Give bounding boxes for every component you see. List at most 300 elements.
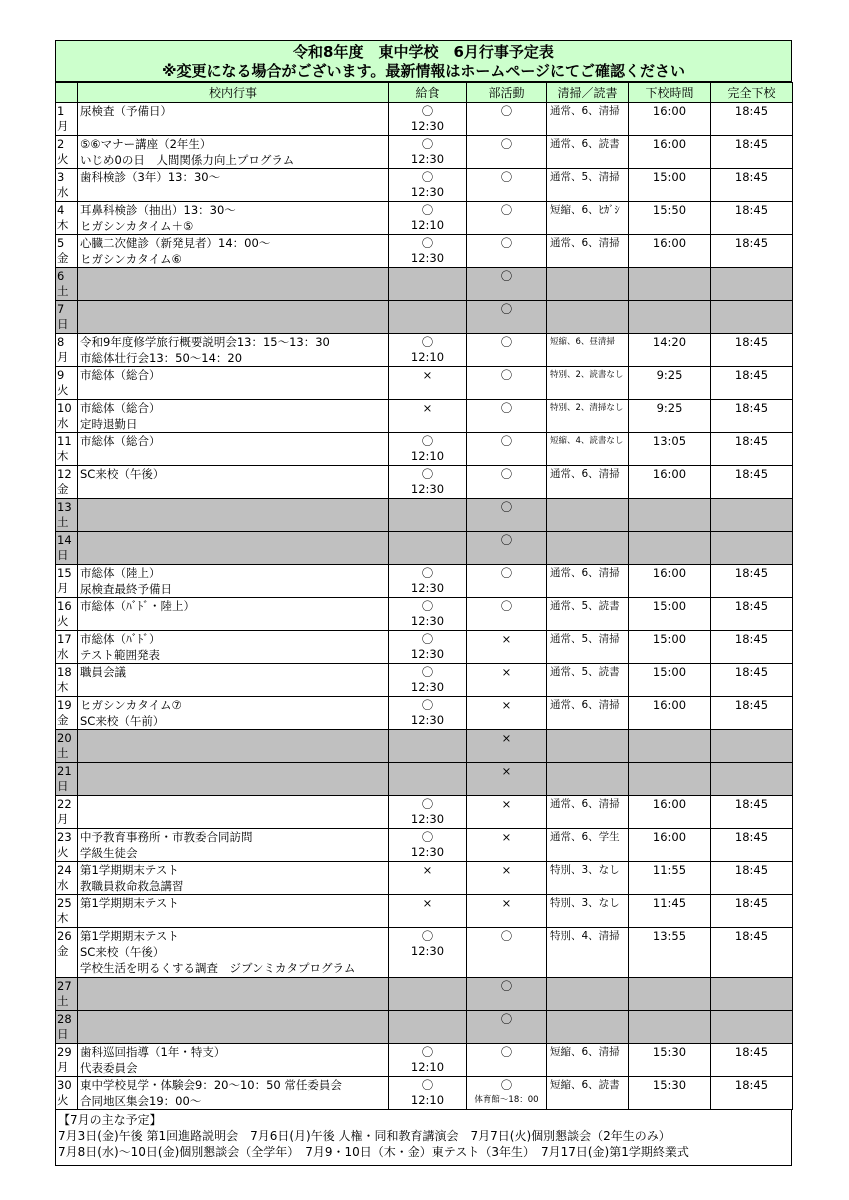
club-cell	[467, 400, 547, 433]
events-cell	[78, 136, 389, 169]
table-row	[56, 763, 793, 796]
table-row	[56, 235, 793, 268]
day-number: 16	[57, 599, 72, 613]
club-mark: ×	[501, 896, 512, 910]
cleaning-cell	[547, 598, 629, 631]
weekday: 日	[57, 1027, 69, 1041]
club-mark: ×	[501, 698, 512, 712]
lunch-cell	[389, 697, 467, 730]
table-row	[56, 631, 793, 664]
day-cell	[56, 928, 78, 978]
final-leave-time: 18:45	[734, 698, 769, 712]
title-banner	[55, 40, 792, 82]
lunch-time: 12:30	[410, 614, 445, 628]
club-cell	[467, 466, 547, 499]
event-text: テスト範囲発表	[80, 648, 161, 662]
lunch-cell	[389, 928, 467, 978]
table-row	[56, 268, 793, 301]
club-mark: 〇	[500, 467, 513, 481]
leave-time: 15:00	[652, 170, 687, 184]
weekday: 水	[57, 647, 69, 661]
header-day	[56, 83, 78, 103]
lunch-mark: 〇	[421, 137, 434, 151]
weekday: 月	[57, 1060, 69, 1074]
club-cell	[467, 895, 547, 928]
events-cell	[78, 1044, 389, 1077]
club-cell	[467, 136, 547, 169]
page-title: 令和8年度 東中学校 6月行事予定表	[293, 43, 554, 61]
leave-time-cell	[629, 895, 711, 928]
final-leave-cell	[711, 565, 793, 598]
club-mark: 〇	[500, 929, 513, 943]
lunch-time: 12:30	[410, 944, 445, 958]
day-number: 2	[57, 137, 65, 151]
lunch-mark: ×	[422, 863, 433, 877]
final-leave-cell	[711, 598, 793, 631]
lunch-mark: 〇	[421, 335, 434, 349]
cleaning-text: 短縮、6、昼清掃	[550, 337, 615, 347]
lunch-mark: ×	[422, 896, 433, 910]
final-leave-cell	[711, 136, 793, 169]
event-text: ヒガシンカタイム⑦	[80, 698, 182, 712]
final-leave-cell	[711, 532, 793, 565]
lunch-time: 12:30	[410, 119, 445, 133]
events-cell	[78, 466, 389, 499]
club-mark: ×	[501, 797, 512, 811]
cleaning-text: 特別、2、清掃なし	[550, 403, 624, 413]
events-cell	[78, 862, 389, 895]
weekday: 土	[57, 284, 69, 298]
club-mark: 〇	[500, 137, 513, 151]
events-cell	[78, 565, 389, 598]
club-cell	[467, 565, 547, 598]
schedule-body	[56, 103, 793, 1110]
club-mark: 〇	[500, 236, 513, 250]
event-text: 職員会議	[80, 665, 126, 679]
lunch-cell	[389, 466, 467, 499]
club-cell	[467, 532, 547, 565]
lunch-time: 12:30	[410, 812, 445, 826]
final-leave-cell	[711, 103, 793, 136]
leave-time: 11:45	[652, 896, 687, 910]
lunch-cell	[389, 763, 467, 796]
weekday: 月	[57, 350, 69, 364]
lunch-mark: 〇	[421, 929, 434, 943]
event-text: 尿検査（予備日）	[80, 104, 172, 118]
club-cell	[467, 301, 547, 334]
cleaning-text: 通常、5、読書	[550, 666, 620, 678]
cleaning-cell	[547, 895, 629, 928]
cleaning-text: 通常、6、清掃	[550, 237, 620, 249]
cleaning-cell	[547, 202, 629, 235]
table-row	[56, 1044, 793, 1077]
lunch-time: 12:30	[410, 581, 445, 595]
events-cell	[78, 532, 389, 565]
weekday: 水	[57, 878, 69, 892]
final-leave-cell	[711, 1077, 793, 1110]
cleaning-text: 通常、6、読書	[550, 138, 620, 150]
table-row	[56, 466, 793, 499]
club-cell	[467, 1077, 547, 1110]
weekday: 金	[57, 713, 69, 727]
table-row	[56, 169, 793, 202]
day-cell	[56, 895, 78, 928]
lunch-time: 12:30	[410, 713, 445, 727]
club-mark: ×	[501, 731, 512, 745]
events-cell	[78, 928, 389, 978]
events-cell	[78, 499, 389, 532]
day-cell	[56, 978, 78, 1011]
events-cell	[78, 301, 389, 334]
weekday: 日	[57, 779, 69, 793]
cleaning-cell	[547, 466, 629, 499]
table-row	[56, 664, 793, 697]
club-mark: 〇	[500, 401, 513, 415]
table-row	[56, 895, 793, 928]
club-mark: 〇	[500, 533, 513, 547]
cleaning-cell	[547, 532, 629, 565]
table-row	[56, 301, 793, 334]
cleaning-cell	[547, 829, 629, 862]
day-number: 28	[57, 1012, 72, 1026]
leave-time: 9:25	[656, 368, 683, 382]
lunch-time: 12:10	[410, 1093, 445, 1107]
club-mark: 〇	[500, 1045, 513, 1059]
final-leave-cell	[711, 928, 793, 978]
lunch-mark: 〇	[421, 566, 434, 580]
table-row	[56, 1011, 793, 1044]
final-leave-time: 18:45	[734, 632, 769, 646]
lunch-cell	[389, 202, 467, 235]
leave-time-cell	[629, 697, 711, 730]
leave-time-cell	[629, 400, 711, 433]
club-cell	[467, 730, 547, 763]
cleaning-text: 短縮、6、清掃	[550, 1046, 620, 1058]
leave-time: 15:30	[652, 1045, 687, 1059]
leave-time: 16:00	[652, 236, 687, 250]
club-cell	[467, 697, 547, 730]
day-number: 8	[57, 335, 65, 349]
cleaning-text: 特別、2、読書なし	[550, 370, 624, 380]
table-row	[56, 202, 793, 235]
event-text: ヒガシンカタイム⑥	[80, 252, 182, 266]
lunch-cell	[389, 1077, 467, 1110]
table-row	[56, 978, 793, 1011]
leave-time: 16:00	[652, 797, 687, 811]
final-leave-cell	[711, 664, 793, 697]
day-cell	[56, 169, 78, 202]
final-leave-cell	[711, 202, 793, 235]
event-text: 教職員救命救急講習	[80, 879, 184, 893]
club-mark: 〇	[500, 302, 513, 316]
events-cell	[78, 169, 389, 202]
lunch-mark: 〇	[421, 236, 434, 250]
leave-time: 15:00	[652, 632, 687, 646]
final-leave-time: 18:45	[734, 863, 769, 877]
events-cell	[78, 400, 389, 433]
events-cell	[78, 103, 389, 136]
leave-time-cell	[629, 466, 711, 499]
cleaning-text: 通常、6、清掃	[550, 567, 620, 579]
club-mark: 〇	[500, 1078, 513, 1092]
event-text: 令和9年度修学旅行概要説明会13：15～13：30	[80, 335, 330, 349]
final-leave-cell	[711, 829, 793, 862]
leave-time-cell	[629, 268, 711, 301]
cleaning-cell	[547, 1044, 629, 1077]
day-number: 30	[57, 1078, 72, 1092]
weekday: 金	[57, 251, 69, 265]
club-cell	[467, 268, 547, 301]
final-leave-time: 18:45	[734, 1078, 769, 1092]
cleaning-cell	[547, 763, 629, 796]
leave-time-cell	[629, 1077, 711, 1110]
weekday: 火	[57, 845, 69, 859]
day-cell	[56, 730, 78, 763]
day-number: 23	[57, 830, 72, 844]
day-number: 10	[57, 401, 72, 415]
lunch-mark: 〇	[421, 632, 434, 646]
events-cell	[78, 1077, 389, 1110]
events-cell	[78, 763, 389, 796]
leave-time: 15:50	[652, 203, 687, 217]
final-leave-time: 18:45	[734, 335, 769, 349]
leave-time-cell	[629, 631, 711, 664]
cleaning-cell	[547, 433, 629, 466]
lunch-cell	[389, 103, 467, 136]
day-number: 27	[57, 979, 72, 993]
day-cell	[56, 763, 78, 796]
table-row	[56, 103, 793, 136]
lunch-mark: 〇	[421, 599, 434, 613]
day-cell	[56, 202, 78, 235]
event-text: 尿検査最終予備日	[80, 582, 172, 596]
leave-time-cell	[629, 928, 711, 978]
event-text: 東中学校見学・体験会9：20～10：50 常任委員会	[80, 1078, 342, 1092]
club-note: 体育館～18：00	[474, 1095, 539, 1105]
event-text: 第1学期期末テスト	[80, 896, 179, 910]
lunch-time: 12:30	[410, 251, 445, 265]
cleaning-text: 短縮、6、ﾋｶﾞｼ	[550, 204, 620, 216]
leave-time: 16:00	[652, 104, 687, 118]
club-mark: ×	[501, 632, 512, 646]
cleaning-cell	[547, 631, 629, 664]
day-number: 26	[57, 929, 72, 943]
club-cell	[467, 598, 547, 631]
day-cell	[56, 1011, 78, 1044]
lunch-time: 12:30	[410, 482, 445, 496]
day-number: 25	[57, 896, 72, 910]
cleaning-text: 通常、6、清掃	[550, 105, 620, 117]
lunch-mark: 〇	[421, 203, 434, 217]
event-text: 歯科検診（3年）13：30～	[80, 170, 221, 184]
table-row	[56, 928, 793, 978]
day-number: 11	[57, 434, 72, 448]
lunch-mark: 〇	[421, 467, 434, 481]
weekday: 火	[57, 152, 69, 166]
events-cell	[78, 664, 389, 697]
leave-time-cell	[629, 499, 711, 532]
day-cell	[56, 862, 78, 895]
event-text: 市総体（総合）	[80, 368, 161, 382]
events-cell	[78, 367, 389, 400]
weekday: 日	[57, 317, 69, 331]
header-row	[56, 83, 793, 103]
final-leave-cell	[711, 862, 793, 895]
table-row	[56, 400, 793, 433]
leave-time-cell	[629, 136, 711, 169]
final-leave-cell	[711, 895, 793, 928]
lunch-time: 12:30	[410, 152, 445, 166]
cleaning-cell	[547, 697, 629, 730]
lunch-time: 12:30	[410, 185, 445, 199]
lunch-time: 12:10	[410, 218, 445, 232]
lunch-mark: 〇	[421, 1078, 434, 1092]
final-leave-cell	[711, 697, 793, 730]
leave-time: 16:00	[652, 830, 687, 844]
cleaning-cell	[547, 499, 629, 532]
cleaning-cell	[547, 169, 629, 202]
lunch-cell	[389, 301, 467, 334]
day-cell	[56, 334, 78, 367]
events-cell	[78, 796, 389, 829]
final-leave-time: 18:45	[734, 599, 769, 613]
final-leave-cell	[711, 763, 793, 796]
day-number: 4	[57, 203, 65, 217]
leave-time-cell	[629, 235, 711, 268]
final-leave-time: 18:45	[734, 236, 769, 250]
leave-time-cell	[629, 862, 711, 895]
day-number: 24	[57, 863, 72, 877]
event-text: 市総体（総合）	[80, 434, 161, 448]
header-lunch: 給食	[389, 83, 467, 103]
final-leave-cell	[711, 235, 793, 268]
cleaning-cell	[547, 928, 629, 978]
notes-line: 7月3日(金)午後 第1回進路説明会 7月6日(月)午後 人権・同和教育講演会 7月7日(火)個別懇談会（2年生のみ）	[58, 1129, 671, 1143]
lunch-cell	[389, 433, 467, 466]
cleaning-cell	[547, 664, 629, 697]
lunch-cell	[389, 400, 467, 433]
event-text: 市総体（ﾊﾞﾄﾞ）	[80, 632, 161, 646]
club-mark: ×	[501, 665, 512, 679]
table-row	[56, 829, 793, 862]
lunch-cell	[389, 730, 467, 763]
cleaning-cell	[547, 367, 629, 400]
leave-time: 9:25	[656, 401, 683, 415]
events-cell	[78, 268, 389, 301]
club-mark: 〇	[500, 979, 513, 993]
event-text: 学級生徒会	[80, 846, 138, 860]
day-number: 22	[57, 797, 72, 811]
club-cell	[467, 103, 547, 136]
notes-line: 7月8日(水)～10日(金)個別懇談会（全学年） 7月9・10日（木・金）東テスト（3年生） 7月17日(金)第1学期終業式	[58, 1145, 689, 1159]
cleaning-cell	[547, 400, 629, 433]
day-cell	[56, 433, 78, 466]
lunch-cell	[389, 664, 467, 697]
weekday: 木	[57, 218, 69, 232]
leave-time-cell	[629, 829, 711, 862]
cleaning-cell	[547, 1077, 629, 1110]
header-club: 部活動	[467, 83, 547, 103]
final-leave-time: 18:45	[734, 434, 769, 448]
weekday: 土	[57, 515, 69, 529]
lunch-cell	[389, 1011, 467, 1044]
club-mark: 〇	[500, 203, 513, 217]
club-cell	[467, 367, 547, 400]
club-cell	[467, 1011, 547, 1044]
schedule-table	[55, 82, 793, 1110]
final-leave-cell	[711, 268, 793, 301]
final-leave-cell	[711, 499, 793, 532]
leave-time: 15:30	[652, 1078, 687, 1092]
event-text: SC来校（午後）	[80, 945, 165, 959]
lunch-mark: ×	[422, 401, 433, 415]
club-cell	[467, 169, 547, 202]
event-text: 歯科巡回指導（1年・特支）	[80, 1045, 226, 1059]
weekday: 火	[57, 614, 69, 628]
leave-time: 14:20	[652, 335, 687, 349]
club-cell	[467, 862, 547, 895]
day-cell	[56, 697, 78, 730]
events-cell	[78, 697, 389, 730]
leave-time-cell	[629, 532, 711, 565]
notes-heading: 【7月の主な予定】	[58, 1113, 162, 1127]
day-number: 20	[57, 731, 72, 745]
events-cell	[78, 730, 389, 763]
table-row	[56, 697, 793, 730]
final-leave-time: 18:45	[734, 830, 769, 844]
leave-time-cell	[629, 1044, 711, 1077]
lunch-time: 12:30	[410, 845, 445, 859]
lunch-cell	[389, 598, 467, 631]
table-row	[56, 532, 793, 565]
final-leave-cell	[711, 1044, 793, 1077]
final-leave-cell	[711, 730, 793, 763]
event-text: 第1学期期末テスト	[80, 863, 179, 877]
day-number: 15	[57, 566, 72, 580]
table-row	[56, 367, 793, 400]
lunch-cell	[389, 1044, 467, 1077]
lunch-time: 12:10	[410, 350, 445, 364]
weekday: 火	[57, 1093, 69, 1107]
table-row	[56, 730, 793, 763]
cleaning-text: 特別、3、なし	[550, 897, 620, 909]
club-mark: 〇	[500, 434, 513, 448]
cleaning-text: 通常、6、学生	[550, 831, 620, 843]
events-cell	[78, 235, 389, 268]
leave-time-cell	[629, 1011, 711, 1044]
club-cell	[467, 235, 547, 268]
cleaning-cell	[547, 1011, 629, 1044]
final-leave-time: 18:45	[734, 665, 769, 679]
final-leave-cell	[711, 796, 793, 829]
leave-time-cell	[629, 169, 711, 202]
club-mark: 〇	[500, 599, 513, 613]
club-mark: 〇	[500, 368, 513, 382]
events-cell	[78, 978, 389, 1011]
table-row	[56, 499, 793, 532]
day-number: 14	[57, 533, 72, 547]
lunch-cell	[389, 565, 467, 598]
cleaning-text: 短縮、4、読書なし	[550, 436, 624, 446]
final-leave-cell	[711, 978, 793, 1011]
final-leave-time: 18:45	[734, 137, 769, 151]
page-subtitle: ※変更になる場合がございます。最新情報はホームページにてご確認ください	[161, 62, 686, 80]
event-text: 市総体（ﾊﾞﾄﾞ・陸上）	[80, 599, 195, 613]
day-number: 13	[57, 500, 72, 514]
weekday: 火	[57, 383, 69, 397]
lunch-mark: 〇	[421, 104, 434, 118]
cleaning-cell	[547, 796, 629, 829]
